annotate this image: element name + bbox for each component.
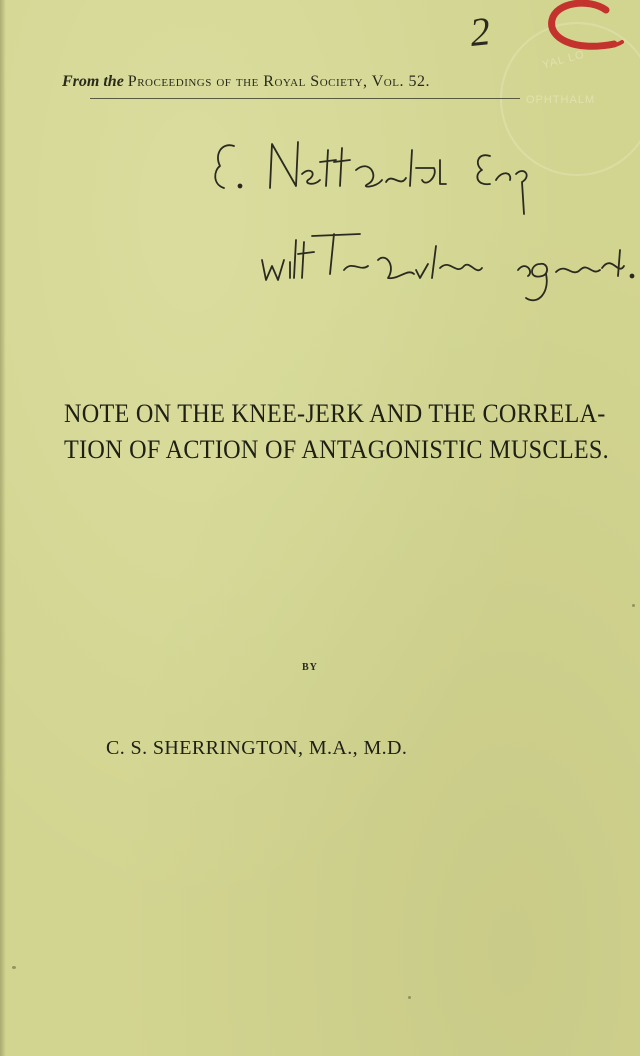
author-name: C. S. SHERRINGTON, M.A., M.D. (106, 737, 408, 759)
header-rule (90, 98, 520, 99)
handwritten-inscription (200, 130, 640, 310)
paper-speck (12, 966, 16, 969)
library-stamp: YAL LO OPHTHALM (500, 22, 640, 176)
title-line-1: NOTE ON THE KNEE-JERK AND THE CORRELA- (64, 399, 606, 428)
shelf-number-mark: 2 (467, 8, 493, 55)
header-from: From the (62, 73, 124, 90)
source-header (62, 70, 522, 94)
paper-speck (632, 604, 635, 607)
byline-by: BY (302, 662, 318, 673)
paper-speck (408, 996, 411, 999)
header-source: Proceedings of the Royal Society, Vol. 52. (127, 73, 430, 90)
red-crayon-mark (534, 0, 624, 58)
page-edge-shadow (0, 0, 6, 1056)
article-title (64, 396, 609, 476)
title-line-2: TION OF ACTION OF ANTAGONISTIC MUSCLES. (64, 435, 609, 464)
